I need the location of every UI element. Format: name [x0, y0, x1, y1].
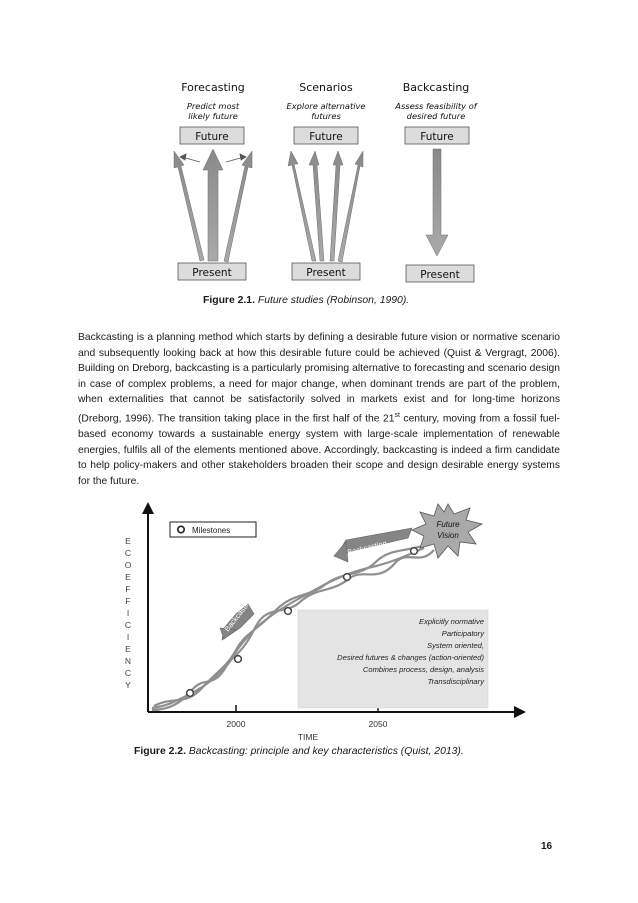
milestone-1: [187, 690, 194, 697]
forecasting-present-label: Present: [192, 267, 232, 279]
characteristic-1: Explicitly normative: [419, 617, 484, 626]
milestone-legend-icon: [178, 526, 184, 532]
y-letter-12: C: [124, 668, 132, 678]
y-letter-13: Y: [125, 680, 131, 690]
paragraph-text-2: century, moving from a fossil fuel-based economy towards a sustainable energy system with large-scale implementation of renewable energies, fulfils all of the elements mentioned above. Accordingly, backcasting is indeed a firm candidate to help policy-makers and other stakeholders broaden their scope and design desirable energy systems for the future.: [78, 413, 560, 487]
scenarios-title: Scenarios: [299, 81, 353, 94]
x-axis-label: TIME: [297, 732, 319, 742]
figure-backcasting-principle: [108, 500, 533, 748]
characteristic-4: Desired futures & changes (action-oriented): [337, 653, 484, 662]
y-letter-3: O: [124, 560, 132, 570]
milestone-3: [285, 608, 292, 615]
backcasting-arrow: [426, 149, 448, 256]
paragraph-text-1: Backcasting is a planning method which starts by defining a desirable future vision or normative scenario and subsequently looking back at how this desirable future could be achieved (Quist & Vergragt, 2006). Building on Dreborg, backcasting is a particularly promising alternative to forecasting and scenario design in case of complex problems, a need for major change, when dominant trends are part of the problem, when externalities that cannot be satisfactorily solved in markets exist and for long-time horizons (Dreborg, 1996). The transition taking place in the first half of the 21: [78, 332, 560, 425]
backcasting-present-label: Present: [420, 269, 460, 281]
y-letter-10: E: [125, 644, 131, 654]
y-letter-5: F: [125, 584, 131, 594]
page-number: 16: [541, 841, 553, 852]
y-letter-6: F: [125, 596, 131, 606]
figure-2-1-caption-label: Figure 2.1.: [203, 295, 255, 306]
scenarios-subtitle-2: futures: [311, 111, 341, 121]
y-letter-11: N: [124, 656, 132, 666]
paragraph-sup: st: [394, 411, 400, 419]
figure-2-2-caption: [134, 746, 464, 757]
y-letter-8: C: [124, 620, 132, 630]
scenarios-future-label: Future: [309, 131, 343, 143]
characteristic-2: Participatory: [441, 629, 484, 638]
milestone-2: [235, 656, 242, 663]
backcasting-future-label: Future: [420, 131, 454, 143]
backcasting-label-lower: Backcasting: [222, 595, 255, 634]
future-vision-line-2: Vision: [437, 531, 459, 540]
milestone-5: [411, 548, 418, 555]
x-tick-2000: 2000: [226, 719, 246, 729]
figure-2-1-caption-text: Future studies (Robinson, 1990).: [257, 295, 410, 306]
characteristic-6: Transdisciplinary: [427, 677, 484, 686]
forecasting-subtitle-2: likely future: [188, 111, 238, 121]
y-letter-1: E: [125, 536, 131, 546]
body-paragraph: [78, 330, 560, 489]
figure-2-1-caption: [203, 295, 409, 306]
y-letter-4: E: [125, 572, 131, 582]
forecasting-future-label: Future: [195, 131, 229, 143]
milestones-legend-label: Milestones: [192, 526, 231, 535]
backcasting-title: Backcasting: [402, 81, 470, 94]
characteristic-5: Combines process, design, analysis: [362, 665, 484, 674]
scenarios-subtitle-1: Explore alternative: [286, 101, 366, 111]
forecasting-title: Forecasting: [181, 81, 245, 94]
scenarios-arrows: [288, 151, 363, 262]
figure-2-2-caption-text: Backcasting: principle and key characteristics (Quist, 2013).: [188, 746, 464, 757]
y-axis-label: [125, 536, 132, 690]
y-letter-9: I: [126, 632, 130, 642]
backcasting-label-upper: Backcasting: [346, 538, 388, 557]
forecasting-arrows: [174, 149, 252, 262]
backcasting-arrow-lower: [212, 596, 254, 640]
backcasting-subtitle-2: desired future: [406, 111, 466, 121]
forecasting-subtitle-1: Predict most: [186, 101, 240, 111]
y-letter-7: I: [126, 608, 130, 618]
figure-future-studies: [160, 75, 490, 290]
milestone-4: [344, 574, 351, 581]
scenarios-present-label: Present: [306, 267, 346, 279]
backcasting-subtitle-1: Assess feasibility of: [395, 101, 477, 111]
future-vision-line-1: Future: [436, 520, 460, 529]
y-letter-2: C: [124, 548, 132, 558]
figure-2-2-caption-label: Figure 2.2.: [134, 746, 186, 757]
x-tick-2050: 2050: [368, 719, 388, 729]
characteristic-3: System oriented,: [427, 641, 484, 650]
